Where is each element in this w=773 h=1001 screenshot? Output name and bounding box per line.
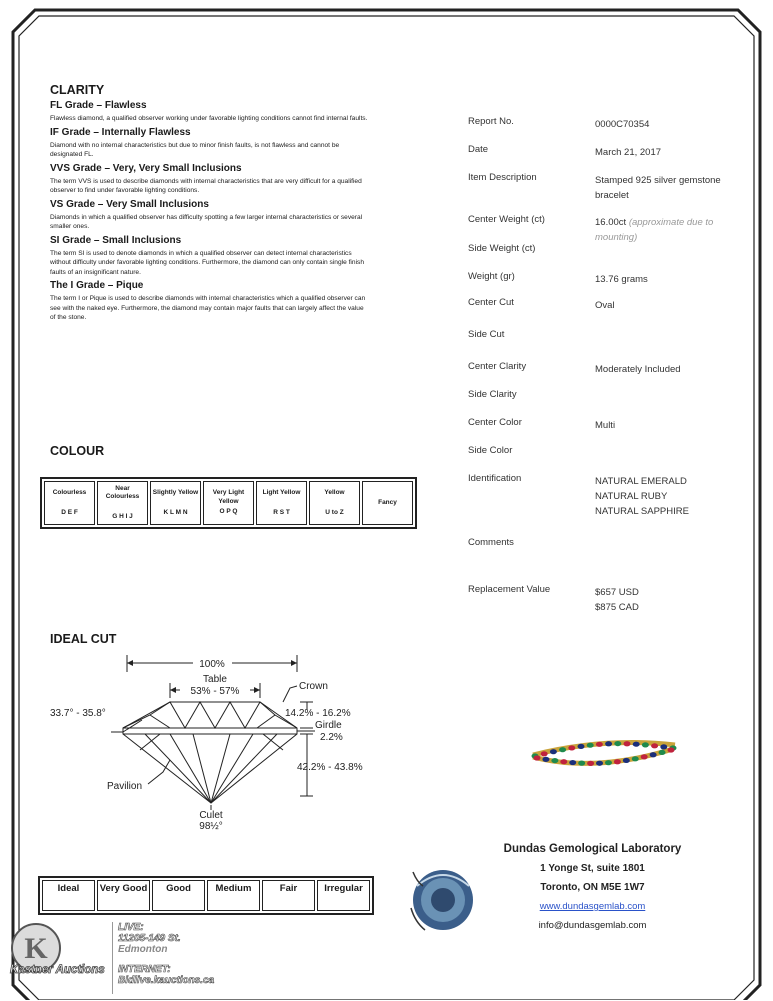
cut-grade-cell: Irregular (317, 880, 370, 911)
cut-grade-cell: Ideal (42, 880, 95, 911)
bracelet-gem (624, 741, 631, 746)
colour-name: Yellow (324, 489, 345, 496)
report-field-label: Side Color (468, 445, 513, 456)
cut-grade-cell: Fair (262, 880, 315, 911)
report-value-text: 16.00ct (595, 217, 627, 228)
lab-address-line2: Toronto, ON M5E 1W7 (540, 882, 645, 893)
bracelet-gem (641, 754, 648, 759)
colour-cell (97, 481, 148, 525)
internet-url[interactable]: Bidlive.kauctions.ca (118, 975, 215, 986)
bracelet-gem (534, 755, 541, 760)
colour-cell (256, 481, 307, 525)
bracelet-photo (525, 733, 680, 778)
bracelet-gem (605, 741, 612, 746)
colour-cell (44, 481, 95, 525)
report-value-text: Moderately Included (595, 364, 681, 375)
cut-grade-cell: Good (152, 880, 205, 911)
bracelet-gem (668, 747, 675, 752)
report-value-text: 0000C70354 (595, 119, 650, 130)
internet-label: INTERNET: (118, 964, 171, 975)
colour-cell (309, 481, 360, 525)
report-field-label: Date (468, 144, 489, 155)
report-field-label: Center Clarity (468, 361, 527, 372)
bracelet-gem (605, 760, 612, 765)
clarity-grade (50, 199, 370, 232)
report-field-label: Side Cut (468, 329, 505, 340)
clarity-grade-text: Diamond with no internal characteristics but due to minor finish faults, is not flawless and cannot be designated FL. (50, 141, 340, 158)
bracelet-gem (614, 741, 621, 746)
report-field-label: Center Cut (468, 297, 514, 308)
bracelet-gem (559, 747, 566, 752)
clarity-grade-text: Flawless diamond, a qualified observer working under favorable lighting conditions cannot find internal faults. (50, 115, 368, 122)
watermark-live-block (118, 922, 214, 986)
kastner-brand-text: Kastner Auctions (10, 964, 105, 976)
live-address: 11205-149 St. (118, 933, 181, 944)
bracelet-gem (568, 745, 575, 750)
report-value-text: $657 USD $875 CAD (595, 587, 639, 613)
report-field-label: Side Weight (ct) (468, 243, 536, 254)
culet-label: Culet (199, 810, 223, 821)
report-field-label: Item Description (468, 172, 537, 183)
bracelet-gem (659, 750, 666, 755)
report-value-text: Multi (595, 420, 616, 431)
report-field-value (595, 272, 750, 287)
pavilion-label: Pavilion (107, 781, 143, 792)
watermark-divider (112, 922, 113, 994)
report-field-value (595, 145, 750, 160)
clarity-grade-text: Diamonds in which a qualified observer has difficulty spotting a few larger internal characteristics or several smaller ones. (50, 213, 363, 230)
colour-name: Light Yellow (262, 489, 301, 496)
report-field-label: Comments (468, 537, 514, 548)
bracelet-gem (596, 761, 603, 766)
diamond-proportions-diagram (45, 650, 375, 840)
crown-label: Crown (299, 681, 328, 692)
bracelet-gem (560, 759, 567, 764)
bracelet-gem (660, 744, 667, 749)
bracelet-gem (651, 743, 658, 748)
report-details (468, 0, 758, 640)
bracelet-gem (633, 742, 640, 747)
report-field-value (595, 117, 750, 132)
lab-name: Dundas Gemological Laboratory (503, 843, 682, 855)
width-label: 100% (199, 659, 225, 670)
live-city: Edmonton (118, 944, 168, 955)
report-value-text: Oval (595, 300, 615, 311)
report-field-label: Weight (gr) (468, 271, 515, 282)
bracelet-gem (587, 743, 594, 748)
live-label: LIVE: (118, 922, 144, 933)
colour-grades: G H I J (112, 512, 133, 520)
colour-grades: U to Z (325, 508, 344, 516)
report-field-label: Replacement Value (468, 584, 551, 595)
culet-angle-label: 98½° (199, 821, 223, 832)
report-field-label: Center Weight (ct) (468, 214, 545, 225)
clarity-grade-title: IF Grade – Internally Flawless (50, 126, 191, 138)
report-value-text: NATURAL EMERALD NATURAL RUBY NATURAL SAPPHIRE (595, 476, 689, 517)
colour-grades: O P Q (219, 508, 238, 516)
report-field-label: Identification (468, 473, 522, 484)
report-field-label: Side Clarity (468, 389, 517, 400)
clarity-grade-title: The I Grade – Pique (50, 280, 144, 291)
clarity-heading: CLARITY (50, 83, 105, 97)
bracelet-gem (587, 761, 594, 766)
colour-name: Slightly Yellow (152, 489, 199, 496)
clarity-grade (50, 163, 370, 196)
lab-website-link[interactable]: www.dundasgemlab.com (539, 901, 646, 912)
colour-cell (362, 481, 413, 525)
colour-name: Colourless (52, 489, 87, 496)
cut-grade-cell: Medium (207, 880, 260, 911)
lab-email: info@dundasgemlab.com (538, 920, 647, 931)
clarity-grade (50, 100, 370, 124)
bracelet-gem (642, 742, 649, 747)
colour-heading: COLOUR (50, 444, 105, 458)
hologram-seal-icon (403, 860, 483, 940)
bracelet-gem (632, 756, 639, 761)
lab-address-block (470, 840, 715, 935)
clarity-section (50, 83, 370, 326)
clarity-grade (50, 127, 370, 160)
bracelet-gem (541, 751, 548, 756)
clarity-grade (50, 280, 370, 323)
report-field-value (595, 362, 750, 377)
girdle-label: Girdle (315, 720, 342, 731)
crown-height-label: 14.2% - 16.2% (285, 708, 351, 719)
report-field-value (595, 418, 750, 433)
bracelet-gem (614, 759, 621, 764)
clarity-grade-title: VS Grade – Very Small Inclusions (50, 198, 209, 210)
bracelet-gem (623, 758, 630, 763)
colour-cell (150, 481, 201, 525)
colour-cell (203, 481, 254, 525)
report-value-text: 13.76 grams (595, 274, 648, 285)
clarity-grade-title: SI Grade – Small Inclusions (50, 234, 182, 246)
report-field-value (595, 474, 750, 519)
girdle-value-label: 2.2% (320, 732, 343, 743)
report-field-value (595, 585, 750, 615)
clarity-grade-text: The term VVS is used to describe diamonds with internal characteristics that are very difficult for a qualified observer to find under favorable lighting conditions. (50, 177, 362, 194)
colour-name: Very Light Yellow (212, 489, 245, 505)
report-value-note: (approximate due to mounting) (595, 217, 714, 243)
bracelet-gem (578, 761, 585, 766)
bracelet-gem (650, 752, 657, 757)
bracelet-gem (578, 744, 585, 749)
cut-grade-cell: Very Good (97, 880, 150, 911)
colour-grades: R S T (273, 508, 290, 516)
svg-text:K: K (24, 932, 48, 965)
clarity-grade-title: VVS Grade – Very, Very Small Inclusions (50, 162, 242, 174)
pavilion-depth-label: 42.2% - 43.8% (297, 762, 363, 773)
clarity-grade-title: FL Grade – Flawless (50, 100, 147, 111)
lab-address-line1: 1 Yonge St, suite 1801 (540, 863, 645, 874)
table-label: Table (203, 674, 227, 685)
table-range-label: 53% - 57% (190, 686, 240, 697)
report-field-value (595, 215, 750, 245)
bracelet-gem (596, 742, 603, 747)
crown-angle-label: 33.7° - 35.8° (50, 708, 106, 719)
bracelet-gem (550, 749, 557, 754)
report-field-value (595, 173, 750, 203)
colour-name: Near Colourless (105, 484, 140, 501)
clarity-grade-text: The term SI is used to denote diamonds in which a qualified observer can detect internal characteristics without difficulty under favorable lighting conditions. Furthermore, the diamond can only contain single finish faults of an insignificant nature. (50, 249, 364, 276)
cut-grade-table (38, 876, 374, 915)
clarity-grade-text: The term I or Pique is used to describe diamonds with internal characteristics which a qualified observer can see with the naked eye. Furthermore, the diamond may contain major faults that can largely affect the value of the stone. (50, 295, 366, 321)
kastner-logo (8, 920, 110, 996)
colour-scale-table (40, 477, 417, 529)
report-value-text: March 21, 2017 (595, 147, 662, 158)
ideal-cut-heading: IDEAL CUT (50, 632, 117, 646)
bracelet-gem (551, 758, 558, 763)
report-field-value (595, 298, 750, 313)
colour-name: Fancy (378, 498, 397, 506)
report-value-text: Stamped 925 silver gemstone bracelet (595, 175, 721, 201)
colour-grades: D E F (61, 508, 78, 516)
report-field-label: Center Color (468, 417, 522, 428)
bracelet-gem (569, 760, 576, 765)
colour-grades: K L M N (163, 508, 188, 516)
report-field-label: Report No. (468, 116, 514, 127)
clarity-grade (50, 235, 370, 278)
bracelet-gem (542, 757, 549, 762)
